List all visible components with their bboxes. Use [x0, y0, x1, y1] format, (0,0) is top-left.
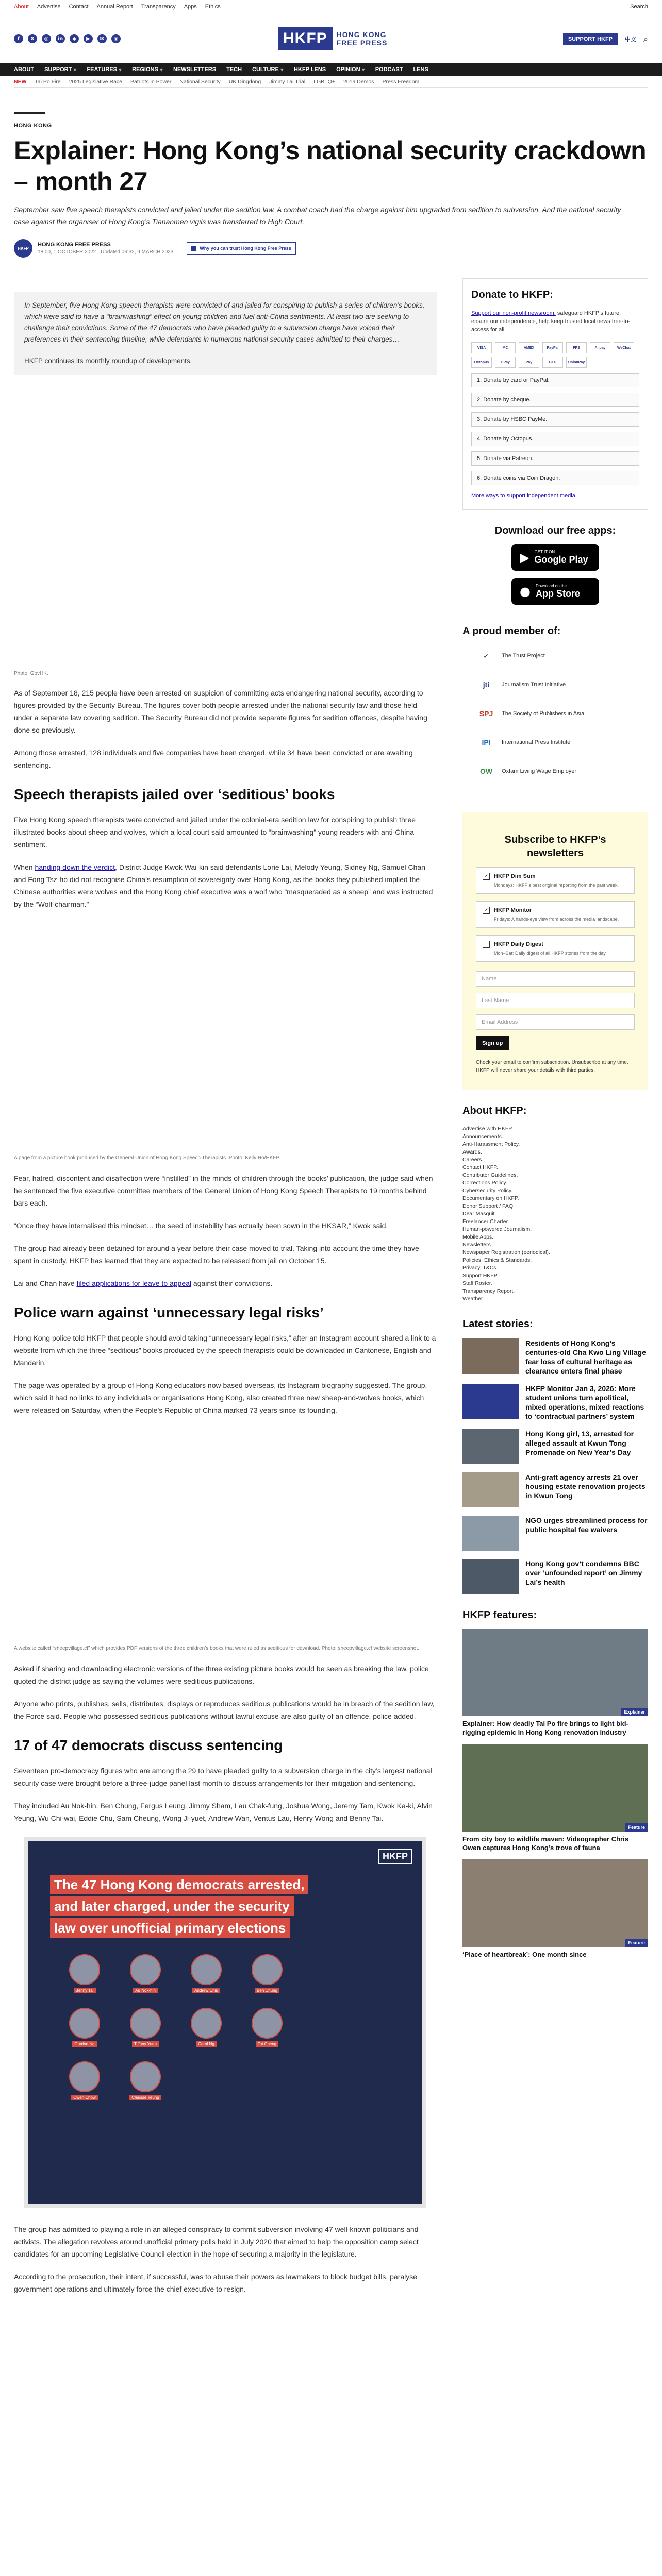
feature-image[interactable] [462, 1859, 648, 1947]
article-body [14, 278, 437, 2295]
last-name-input[interactable]: Last Name [476, 993, 635, 1008]
latest-story[interactable]: Hong Kong gov’t condemns BBC over ‘unfounded report’ on Jimmy Lai’s health [462, 1559, 648, 1594]
language-link[interactable]: 中文 [625, 37, 637, 43]
payment-icon: UnionPay [566, 357, 587, 368]
latest-story[interactable]: HKFP Monitor Jan 3, 2026: More student unions turn apolitical, mixed operations, mixed reactions to ‘contractual partners’ system [462, 1384, 648, 1421]
latest-story[interactable]: Residents of Hong Kong’s centuries-old Cha Kwo Ling Village fear loss of cultural heritage as clearance enters final phase [462, 1338, 648, 1376]
article-paragraph: “Once they have internalised this mindset… the seed of instability has actually been sown in the HKSAR,” Kwok said. [14, 1222, 388, 1230]
appeal-link[interactable]: filed applications for leave to appeal [76, 1279, 192, 1287]
donate-option[interactable]: 3. Donate by HSBC PayMe. [471, 412, 639, 427]
defendant-portrait: Tat Cheng [244, 2008, 290, 2048]
search-icon[interactable]: ⌕ [643, 34, 648, 44]
apple-icon: ● [520, 584, 531, 599]
about-link[interactable]: Anti-Harassment Policy. [462, 1141, 520, 1147]
site-header [14, 13, 648, 63]
payment-icon: Octopus [471, 357, 492, 368]
article-paragraph: The page was operated by a group of Hong Kong educators now based overseas, its Instagram biography suggested. The group, which said it had no links to any individuals or organisations Hong Kong, also created three new sheep-and-wolves books, which were released on Saturday, when the People’s Republic of China marked 73 years since its founding. [14, 1381, 427, 1414]
ipi-icon: IPI [482, 738, 491, 747]
story-thumbnail[interactable] [462, 1472, 519, 1507]
trending-label: NEW [14, 78, 27, 85]
feature-tag: Explainer [621, 1708, 648, 1716]
infographic-title: The 47 Hong Kong democrats arrested, and later charged, under the security law over unofficial primary elections [50, 1874, 308, 1939]
payment-icon: PayPal [542, 342, 563, 353]
donate-title: Donate to HKFP: [471, 289, 553, 300]
logo-mark: HKFP [278, 27, 333, 50]
about-list [462, 1125, 648, 1303]
nav-item[interactable]: SUPPORT ▼ [44, 66, 77, 73]
article-subhead: September saw five speech therapists convicted and jailed under the sedition law. A combat coach had the charge against him upgraded from sedition to subversion. And the national security case against the organiser of Hong Kong’s Tiananmen vigils was transferred to High Court. [14, 206, 621, 226]
trending-item[interactable]: 2025 Legislative Race [69, 78, 123, 85]
latest-story[interactable]: NGO urges streamlined process for public hospital fee waivers [462, 1516, 648, 1551]
feature-image[interactable] [462, 1744, 648, 1832]
trending-item[interactable]: National Security [179, 78, 221, 85]
feature-title[interactable]: Explainer: How deadly Tai Po fire brings to light bid-rigging epidemic in Hong Kong renovation industry [462, 1720, 628, 1736]
defendant-portrait: Gordon Ng [61, 2008, 108, 2048]
top-link[interactable]: Contact [69, 4, 89, 10]
features-widget [462, 1609, 648, 1959]
defendant-portrait: Ben Chung [244, 1954, 290, 1994]
support-button[interactable]: SUPPORT HKFP [563, 33, 618, 45]
donate-option[interactable]: 5. Donate via Patreon. [471, 451, 639, 466]
about-link[interactable]: Human-powered Journalism. [462, 1226, 532, 1232]
payment-icon: VISA [471, 342, 492, 353]
about-link[interactable]: Freelancer Charter. [462, 1218, 509, 1225]
about-link[interactable]: Staff Roster. [462, 1280, 492, 1286]
donate-option[interactable]: 4. Donate by Octopus. [471, 432, 639, 446]
newsletter-option[interactable]: HKFP Daily Digest Mon–Sat: Daily digest of all HKFP stories from the day. [476, 935, 635, 962]
top-search-link[interactable]: Search [630, 4, 648, 10]
logo-text [337, 30, 388, 47]
article-title: Explainer: Hong Kong’s national security crackdown – month 27 [14, 136, 647, 196]
payment-icon: WeChat [614, 342, 634, 353]
bluesky-icon[interactable]: ◆ [70, 34, 79, 43]
checkbox[interactable] [483, 941, 490, 948]
section-heading: 17 of 47 democrats discuss sentencing [14, 1737, 283, 1753]
name-input[interactable]: Name [476, 971, 635, 987]
top-link[interactable]: Advertise [37, 4, 61, 10]
trust-project-icon: ✓ [483, 651, 489, 660]
donate-text: Support our non-profit newsroom: safeguard HKFP’s future, ensure our independence, help keep trusted local news free-to-access for all. [471, 310, 631, 333]
section-heading: Police warn against ‘unnecessary legal risks’ [14, 1304, 324, 1320]
chevron-down-icon: ▼ [73, 67, 77, 72]
article-kicker[interactable]: HONG KONG [14, 123, 52, 129]
apps-widget [462, 525, 648, 605]
article-photo [14, 924, 437, 1150]
donate-option[interactable]: 1. Donate by card or PayPal. [471, 373, 639, 387]
payment-icon: FPS [566, 342, 587, 353]
section-heading: Speech therapists jailed over ‘seditious’ books [14, 786, 335, 802]
nav-item[interactable]: FEATURES ▼ [87, 66, 122, 73]
member-badge[interactable]: IPI International Press Institute [476, 732, 648, 753]
intro-paragraph: In September, five Hong Kong speech therapists were convicted of and jailed for conspiring to publish a series of children’s books, which were said to have a “brainwashing” effect on young children and fuel anti-China sentiments. At least two are seeking to challenge their convictions. Some of the 47 democrats who have pleaded guilty to a subversion charge have voiced their preferences in their sentencing timeline, while defendants in numerous national security cases admitted to their charges… [24, 301, 425, 343]
title-rule [14, 112, 45, 114]
donate-option[interactable]: 2. Donate by cheque. [471, 393, 639, 407]
trending-item[interactable]: Press Freedom [382, 78, 420, 85]
defendant-portrait: Andrew Chiu [183, 1954, 229, 1994]
story-thumbnail[interactable] [462, 1429, 519, 1464]
sidebar [462, 278, 648, 1959]
top-link[interactable]: Ethics [205, 4, 221, 10]
about-link[interactable]: Awards. [462, 1149, 482, 1155]
social-icons [14, 34, 121, 43]
payment-methods [471, 342, 639, 368]
about-widget [462, 1105, 648, 1303]
trending-item[interactable]: Jimmy Lai Trial [269, 78, 306, 85]
chevron-down-icon: ▼ [159, 67, 163, 72]
article-paragraph: They included Au Nok-hin, Ben Chung, Fergus Leung, Jimmy Sham, Lau Chak-fung, Joshua Wong, Jeremy Tam, Kwok Ka-ki, Alvin Yeung, Wu Chi-wai, Eddie Chu, Sam Cheung, Wong Ji-yuet, Andrew Wan, Ventus Lau, Henry Wong and Benny Tai. [14, 1802, 433, 1822]
author-name[interactable]: HONG KONG FREE PRESS [38, 242, 111, 248]
article-paragraph: Hong Kong police told HKFP that people should avoid taking “unnecessary legal risks,” after an Instagram account shared a link to a website from which the three “seditious” books produced by the speech therapists could be downloaded in Cantonese, English and Mandarin. [14, 1334, 436, 1367]
newsletter-option[interactable]: ✓ HKFP Dim Sum Mondays: HKFP’s best original reporting from the past week. [476, 867, 635, 894]
google-play-button[interactable]: ▶ GET IT ON Google Play [511, 544, 599, 571]
about-link[interactable]: Contributor Guidelines. [462, 1172, 518, 1178]
article-paragraph: Anyone who prints, publishes, sells, distributes, displays or reproduces seditious publications would be in breach of the sedition law, the Force said. People who possessed seditious publications without lawful excuse are also guilty of an offence, police added. [14, 1700, 435, 1720]
donate-option[interactable]: 6. Donate coins via Coin Dragon. [471, 471, 639, 485]
article-paragraph: Among those arrested, 128 individuals and five companies have been charged, while 34 have been convicted or are awaiting sentencing. [14, 749, 413, 769]
article-paragraph: The group had already been detained for around a year before their case moved to trial. Taking into account the time they have spent in custody, HKFP has learned that they are expected to be released from jail on October 15. [14, 1244, 419, 1265]
trending-item[interactable]: Patriots in Power [130, 78, 172, 85]
about-link[interactable]: Privacy, T&Cs. [462, 1265, 498, 1271]
defendant-portrait: Carol Ng [183, 2008, 229, 2048]
infographic-logo: HKFP [378, 1849, 412, 1864]
about-link[interactable]: Policies, Ethics & Standards. [462, 1257, 532, 1263]
nav-item[interactable]: REGIONS ▼ [132, 66, 163, 73]
app-store-button[interactable]: ● Download on the App Store [511, 578, 599, 605]
trending-bar [14, 76, 648, 88]
about-link[interactable]: Mobile Apps. [462, 1234, 494, 1240]
newsletter-note: Check your email to confirm subscription. Unsubscribe at any time. HKFP will never share your details with third parties. [476, 1060, 628, 1073]
donate-link[interactable]: Support our non-profit newsroom: [471, 310, 556, 316]
oxfam-icon: OW [479, 767, 493, 775]
donate-widget [462, 278, 648, 510]
article-paragraph: As of September 18, 215 people have been arrested on suspicion of committing acts endangering national security, according to figures provided by the Security Bureau. The figures cover both people arrested under the national security law and those held under a separate law covering sedition. The Security Bureau did not provide separate figures for sedition offences, despite having done so previously. [14, 689, 427, 734]
infographic-faces [61, 1954, 340, 2102]
story-thumbnail[interactable] [462, 1516, 519, 1551]
article-paragraph: Seventeen pro-democracy figures who are among the 29 to have pleaded guilty to a subversion charge in the city’s largest national security case were brought before a three-judge panel last month to discuss arrangements for their mitigation and sentencing. [14, 1767, 432, 1787]
article-photo [14, 1430, 437, 1641]
article-intro [14, 292, 437, 375]
feature-tag: Feature [625, 1939, 648, 1947]
features-title: HKFP features: [462, 1609, 537, 1621]
feature-image[interactable] [462, 1629, 648, 1716]
article-paragraph: Five Hong Kong speech therapists were convicted and jailed under the colonial-era sedition law for conspiring to publish three illustrated books about sheep and wolves, which a local court said amounted to “brainwashing” young readers with anti-China sentiment. [14, 816, 416, 849]
about-link[interactable]: Donor Support / FAQ. [462, 1203, 515, 1209]
member-badge[interactable]: SPJ The Society of Publishers in Asia [476, 703, 648, 724]
photo-caption: A website called “sheepvillage.cf” which provides PDF versions of the three children’s books that were ruled as seditious for download. Photo: sheepvillage.cf website screenshot. [14, 1646, 419, 1651]
member-badge[interactable]: jti Journalism Trust Initiative [476, 674, 648, 695]
latest-title: Latest stories: [462, 1318, 533, 1330]
about-link[interactable]: Dear Masquit. [462, 1211, 496, 1217]
photo-caption: A page from a picture book produced by the General Union of Hong Kong Speech Therapists. Photo: Kelly Ho/HKFP. [14, 1155, 280, 1161]
x-icon[interactable]: X [28, 34, 37, 43]
rss-icon[interactable]: ◉ [111, 34, 121, 43]
payment-icon: GPay [495, 357, 516, 368]
trending-item[interactable]: 2019 Demos [343, 78, 374, 85]
photo-credit: Photo: GovHK. [14, 671, 48, 676]
more-ways-link[interactable]: More ways to support independent media. [471, 493, 577, 499]
email-icon[interactable]: ✉ [97, 34, 107, 43]
defendant-portrait: Benny Tai [61, 1954, 108, 1994]
nav-item[interactable]: TECH [226, 66, 242, 73]
about-link[interactable]: Newspaper Registration (periodical). [462, 1249, 550, 1256]
article-paragraph: When handing down the verdict, District Judge Kwok Wai-kin said defendants Lorie Lai, Melody Yeung, Sidney Ng, Samuel Chan and Fong Tsz-ho did not recognise China’s resumption of sovereignty over Hong Kong, as the books they published implied the Chinese authorities were wolves and the Hong Kong chief executive was a wolf who “masqueraded as a sheep” and was instructed by the “Wolf-chairman.” [14, 863, 433, 908]
payment-icon: Pay [519, 357, 539, 368]
page-container [14, 88, 648, 2576]
member-badge[interactable]: ✓ The Trust Project [476, 646, 648, 666]
nav-item[interactable]: NEWSLETTERS [173, 66, 217, 73]
story-thumbnail[interactable] [462, 1384, 519, 1419]
article-paragraph: Lai and Chan have filed applications for leave to appeal against their convictions. [14, 1279, 273, 1287]
about-link[interactable]: Weather. [462, 1296, 484, 1302]
about-link[interactable]: Announcements. [462, 1133, 503, 1140]
feature-title[interactable]: ‘Place of heartbreak’: One month since [462, 1951, 587, 1958]
chevron-down-icon: ▼ [280, 67, 284, 72]
about-link[interactable]: Contact HKFP. [462, 1164, 498, 1171]
email-input[interactable]: Email Address [476, 1014, 635, 1030]
main-nav [0, 63, 662, 76]
jti-icon: jti [483, 681, 490, 689]
nav-item[interactable]: OPINION ▼ [336, 66, 365, 73]
article-photo [14, 388, 437, 667]
site-logo[interactable] [278, 27, 387, 50]
newsletter-title: Subscribe to HKFP’s newsletters [504, 834, 606, 859]
about-link[interactable]: Documentary on HKFP. [462, 1195, 519, 1201]
nav-item[interactable]: LENS [413, 66, 428, 73]
chevron-down-icon: ▼ [361, 67, 365, 72]
publish-date: 18:00, 1 OCTOBER 2022 · Updated 06:32, 9 MARCH 2023 [38, 249, 174, 255]
feature-tag: Feature [625, 1823, 648, 1832]
article-paragraph: Asked if sharing and downloading electronic versions of the three existing picture books would be seen as breaking the law, police quoted the district judge as saying the volumes were seditious publications. [14, 1665, 429, 1685]
feature-title[interactable]: From city boy to wildlife maven: Videographer Chris Owen captures Hong Kong’s trove of fauna [462, 1835, 628, 1852]
article-paragraph: According to the prosecution, their intent, if successful, was to abuse their powers as lawmakers to block budget bills, paralyse government operations and ultimately force the chief executive to resign. [14, 2273, 418, 2293]
top-link[interactable]: Annual Report [96, 4, 133, 10]
defendant-portrait: Tiffany Yuen [122, 2008, 169, 2048]
about-title: About HKFP: [462, 1105, 527, 1116]
about-link[interactable]: Support HKFP. [462, 1273, 499, 1279]
checkbox[interactable]: ✓ [483, 873, 490, 880]
payment-icon: BTC [542, 357, 563, 368]
top-link[interactable]: Transparency [141, 4, 176, 10]
linkedin-icon[interactable]: in [56, 34, 65, 43]
about-link[interactable]: Transparency Report. [462, 1288, 515, 1294]
top-link[interactable]: About [14, 4, 29, 10]
top-links [14, 4, 221, 10]
story-thumbnail[interactable] [462, 1559, 519, 1594]
member-title: A proud member of: [462, 625, 561, 637]
facebook-icon[interactable]: f [14, 34, 23, 43]
latest-story[interactable]: Hong Kong girl, 13, arrested for alleged assault at Kwun Tong Promenade on New Year’s Day [462, 1429, 648, 1464]
nav-item[interactable]: HKFP LENS [293, 66, 326, 73]
article-paragraph: Fear, hatred, discontent and disaffection were “instilled” in the minds of children through the books’ publication, the judge said when he sentenced the five executive committee members of the General Union of Hong Kong Speech Therapists to 19 months behind bars each. [14, 1174, 433, 1207]
sopa-icon: SPJ [479, 709, 493, 718]
about-link[interactable]: Cybersecurity Policy. [462, 1188, 513, 1194]
trending-item[interactable]: LGBTQ+ [313, 78, 335, 85]
checkbox[interactable]: ✓ [483, 907, 490, 914]
story-thumbnail[interactable] [462, 1338, 519, 1374]
byline [14, 239, 648, 258]
instagram-icon[interactable]: ◎ [42, 34, 51, 43]
top-bar [0, 0, 662, 13]
top-link[interactable]: Apps [184, 4, 197, 10]
logo-line-2: FREE PRESS [336, 39, 388, 47]
article-paragraph: The group has admitted to playing a role in an alleged conspiracy to commit subversion involving 47 well-known politicians and activists. The allegation revolves around unofficial primary polls held in July 2020 that aimed to help the opposition camp select candidates for an upcoming Legislative Council election in the hope of securing a majority in the legislature. [14, 2225, 419, 2258]
payment-icon: Alipay [590, 342, 610, 353]
latest-widget [462, 1318, 648, 1594]
avatar[interactable]: HKFP [14, 239, 32, 258]
play-icon: ▶ [520, 550, 529, 565]
member-widget [462, 625, 648, 782]
defendant-portrait: Clarisse Yeung [122, 2061, 169, 2102]
trust-icon [191, 246, 196, 251]
logo-line-1: HONG KONG [336, 30, 387, 39]
about-link[interactable]: Corrections Policy. [462, 1180, 507, 1186]
newsletter-widget [462, 812, 648, 1090]
signup-button[interactable]: Sign up [476, 1036, 509, 1050]
payment-icon: AMEX [519, 342, 539, 353]
intro-paragraph: HKFP continues its monthly roundup of developments. [24, 357, 192, 365]
about-link[interactable]: Newsletters. [462, 1242, 492, 1248]
trust-promo[interactable]: Why you can trust Hong Kong Free Press [187, 242, 296, 255]
nav-item[interactable]: PODCAST [375, 66, 403, 73]
defendant-portrait: Owen Chow [61, 2061, 108, 2102]
trending-item[interactable]: UK Dingdong [228, 78, 261, 85]
apps-title: Download our free apps: [494, 525, 616, 536]
nav-item[interactable]: ABOUT [14, 66, 35, 73]
chevron-down-icon: ▼ [118, 67, 122, 72]
nav-item[interactable]: CULTURE ▼ [252, 66, 284, 73]
about-link[interactable]: Advertise with HKFP. [462, 1126, 513, 1132]
latest-story[interactable]: Anti-graft agency arrests 21 over housing estate renovation projects in Kwun Tong [462, 1472, 648, 1507]
header-actions [563, 33, 648, 45]
defendant-portrait: Au Nok-hin [122, 1954, 169, 1994]
member-badge[interactable]: OW Oxfam Living Wage Employer [476, 761, 648, 782]
payment-icon: MC [495, 342, 516, 353]
newsletter-option[interactable]: ✓ HKFP Monitor Fridays: A hands-eye view from across the media landscape. [476, 901, 635, 928]
verdict-link[interactable]: handing down the verdict [35, 863, 115, 871]
trending-item[interactable]: Tai Po Fire [35, 78, 61, 85]
democrats-infographic [24, 1837, 426, 2208]
about-link[interactable]: Careers. [462, 1157, 484, 1163]
youtube-icon[interactable]: ▶ [84, 34, 93, 43]
